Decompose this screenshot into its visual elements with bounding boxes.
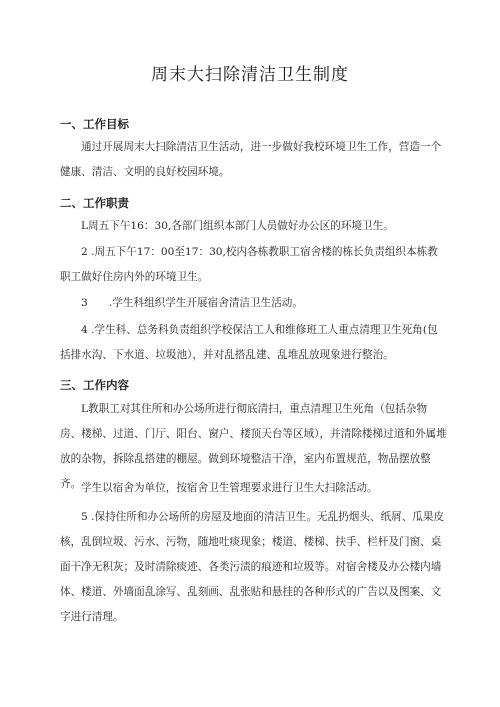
- content-paragraph-3: 5 .保持住所和办公场所的房屋及地面的清洁卫生。无乱扔烟头、纸屑、瓜果皮核，乱倒垃圾、污水、污物，随地吐痰现象；楼道、楼梯、扶手、栏杆及门窗、桌面干净无积灰；及时清除痰迹、各类污渍的痕迹和垃圾等。对宿舍楼及办公楼内墙体、楼道、外墙面乱涂写、乱刻画、乱张贴和悬挂的各种形式的广告以及图案、文字进行清理。: [60, 511, 445, 623]
- section-heading-content: 三、工作内容: [60, 378, 129, 392]
- duties-paragraph-1: L周五下午16：30,各部门组织本部门人员做好办公区的环境卫生。: [81, 220, 394, 232]
- goal-paragraph: 通过开展周末大扫除清洁卫生活动，进一步做好我校环境卫生工作，营造一个健康、清洁、文明的良好校园环境。: [60, 141, 442, 178]
- duties-paragraph-3: 3 .学生科组织学生开展宿舍清洁卫生活动。: [81, 297, 303, 309]
- section-heading-duties: 二、工作职责: [60, 196, 129, 210]
- duties-paragraph-4: 4 .学生科、总务科负责组织学校保洁工人和维修班工人重点清理卫生死角(包括排水沟、下水道、垃圾池），并对乱搭乱建、乱堆乱放现象进行整治。: [60, 324, 438, 361]
- content-paragraph-1: L教职工对其住所和办公场所进行彻底清扫，重点清理卫生死角（包括杂物房、楼梯、过道、门厅、阳台、窗户、楼顶天台等区域），并清除楼梯过道和外属堆放的杂物，拆除乱搭建的棚屋。做到环境整洁干净，室内布置规范，物品摆放整齐。: [60, 403, 447, 490]
- document-title: 周末大扫除清洁卫生制度: [151, 65, 349, 85]
- duties-paragraph-2: 2 .周五下午17：00至17：30,校内各栋教职工宿舍楼的栋长负责组织本栋教职工做好住房内外的环境卫生。: [60, 246, 438, 283]
- content-paragraph-2: 学生以宿舍为单位，按宿舍卫生管理要求进行卫生大扫除活动。: [81, 482, 378, 494]
- section-heading-goal: 一、工作目标: [60, 117, 129, 131]
